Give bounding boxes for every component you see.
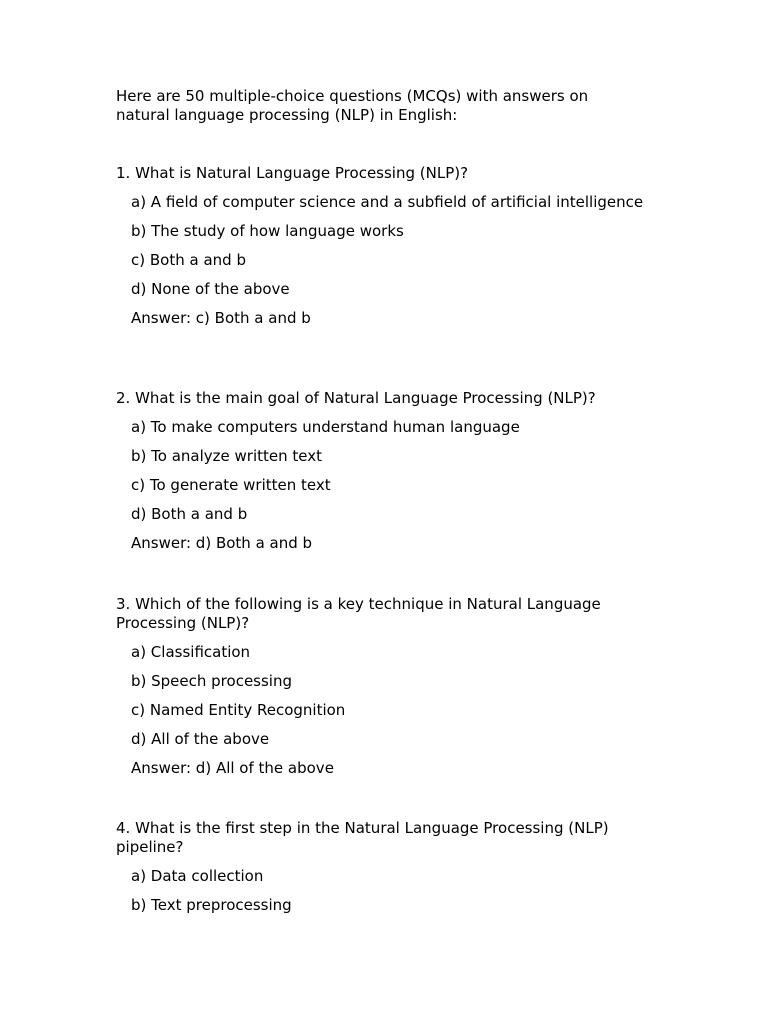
answer-line: Answer: d) Both a and b: [131, 534, 313, 552]
question-text: 3. Which of the following is a key technique in Natural Language Processing (NLP)?: [116, 595, 601, 632]
option-b: b) To analyze written text: [131, 447, 322, 465]
question-text: 1. What is Natural Language Processing (NLP)?: [116, 164, 469, 182]
option-c: c) Both a and b: [131, 251, 246, 269]
question-block: [116, 164, 646, 328]
option-a: a) Data collection: [131, 867, 264, 885]
option-d: d) All of the above: [131, 730, 270, 748]
answer-line: Answer: c) Both a and b: [131, 309, 311, 327]
option-b: b) The study of how language works: [131, 222, 404, 240]
question-block: [116, 595, 646, 778]
option-a: a) Classification: [131, 643, 251, 661]
option-c: c) To generate written text: [131, 476, 331, 494]
question-text: 4. What is the first step in the Natural Language Processing (NLP) pipeline?: [116, 819, 609, 856]
question-text: 2. What is the main goal of Natural Language Processing (NLP)?: [116, 389, 596, 407]
option-a: a) To make computers understand human language: [131, 418, 520, 436]
answer-line: Answer: d) All of the above: [131, 759, 334, 777]
question-block: [116, 819, 646, 915]
option-b: b) Speech processing: [131, 672, 293, 690]
option-d: d) None of the above: [131, 280, 290, 298]
option-c: c) Named Entity Recognition: [131, 701, 346, 719]
option-d: d) Both a and b: [131, 505, 248, 523]
intro-paragraph: Here are 50 multiple-choice questions (MCQs) with answers on natural language processing (NLP) in English:: [116, 87, 589, 124]
option-a: a) A field of computer science and a subfield of artificial intelligence: [131, 193, 644, 211]
question-block: [116, 389, 646, 553]
option-b: b) Text preprocessing: [131, 896, 292, 914]
